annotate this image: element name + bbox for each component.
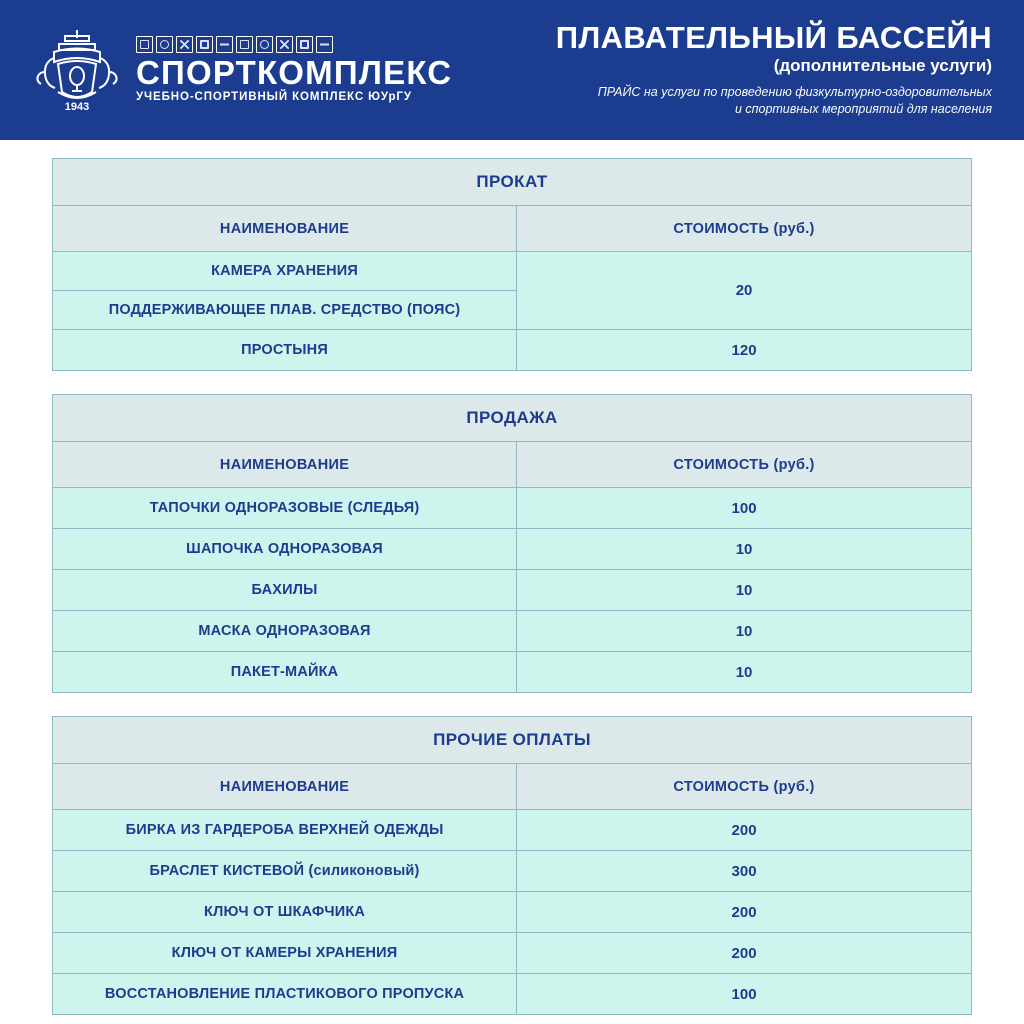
table-row [53, 851, 972, 892]
logo-subwordmark: УЧЕБНО-СПОРТИВНЫЙ КОМПЛЕКС ЮУрГУ [136, 91, 412, 104]
service-price: 20 [517, 252, 972, 330]
price-table [52, 158, 972, 371]
service-name: ТАПОЧКИ ОДНОРАЗОВЫЕ (СЛЕДЬЯ) [53, 488, 517, 529]
sport-pictogram-icon [176, 36, 193, 53]
sport-pictogram-icon [316, 36, 333, 53]
section-title: ПРОДАЖА [53, 395, 972, 442]
service-price: 120 [517, 330, 972, 371]
service-price: 10 [517, 529, 972, 570]
section-title: ПРОКАТ [53, 159, 972, 206]
sports-complex-crest-icon [34, 24, 120, 116]
price-note-line1: ПРАЙС на услуги по проведению физкультурно-оздоровительных [597, 85, 992, 100]
table-row [53, 488, 972, 529]
table-row [53, 570, 972, 611]
table-row [53, 652, 972, 693]
table-row [53, 974, 972, 1015]
service-name: ПАКЕТ-МАЙКА [53, 652, 517, 693]
service-name: БРАСЛЕТ КИСТЕВОЙ (силиконовый) [53, 851, 517, 892]
service-name: ВОССТАНОВЛЕНИЕ ПЛАСТИКОВОГО ПРОПУСКА [53, 974, 517, 1015]
service-price: 300 [517, 851, 972, 892]
service-price: 100 [517, 974, 972, 1015]
sport-pictogram-icon [196, 36, 213, 53]
page-subtitle: (дополнительные услуги) [773, 55, 992, 75]
sport-pictogram-icon [216, 36, 233, 53]
price-table [52, 716, 972, 1015]
table-row [53, 252, 972, 291]
sport-pictogram-icon [236, 36, 253, 53]
table-row [53, 933, 972, 974]
service-name: ПРОСТЫНЯ [53, 330, 517, 371]
service-price: 10 [517, 611, 972, 652]
column-header-price: СТОИМОСТЬ (руб.) [517, 206, 972, 252]
brand-logo [34, 24, 452, 116]
table-row [53, 611, 972, 652]
service-price: 200 [517, 892, 972, 933]
sport-pictogram-icon [256, 36, 273, 53]
table-row [53, 810, 972, 851]
column-header-price: СТОИМОСТЬ (руб.) [517, 764, 972, 810]
table-row [53, 892, 972, 933]
service-price: 100 [517, 488, 972, 529]
price-table [52, 394, 972, 693]
crest-year: 1943 [64, 101, 90, 113]
column-header-name: НАИМЕНОВАНИЕ [53, 442, 517, 488]
price-list-content [0, 140, 1024, 1015]
page-header [0, 0, 1024, 140]
service-name: КАМЕРА ХРАНЕНИЯ [53, 252, 517, 291]
service-name: БАХИЛЫ [53, 570, 517, 611]
section-title: ПРОЧИЕ ОПЛАТЫ [53, 717, 972, 764]
service-price: 200 [517, 933, 972, 974]
service-name: КЛЮЧ ОТ ШКАФЧИКА [53, 892, 517, 933]
service-name: ШАПОЧКА ОДНОРАЗОВАЯ [53, 529, 517, 570]
service-name: БИРКА ИЗ ГАРДЕРОБА ВЕРХНЕЙ ОДЕЖДЫ [53, 810, 517, 851]
price-sections [52, 158, 972, 1015]
sport-pictogram-icon [136, 36, 153, 53]
service-price: 200 [517, 810, 972, 851]
price-note-line2: и спортивных мероприятий для населения [734, 102, 992, 117]
table-row [53, 330, 972, 371]
logo-wordmark: СПОРТКОМПЛЕКС [136, 54, 453, 92]
column-header-name: НАИМЕНОВАНИЕ [53, 764, 517, 810]
sport-pictogram-icon [276, 36, 293, 53]
price-note [452, 84, 992, 118]
table-row [53, 529, 972, 570]
column-header-name: НАИМЕНОВАНИЕ [53, 206, 517, 252]
column-header-price: СТОИМОСТЬ (руб.) [517, 442, 972, 488]
sport-pictogram-icon [296, 36, 313, 53]
logo-glyph-row [136, 36, 452, 53]
sport-pictogram-icon [156, 36, 173, 53]
service-name: ПОДДЕРЖИВАЮЩЕЕ ПЛАВ. СРЕДСТВО (ПОЯС) [53, 291, 517, 330]
service-price: 10 [517, 652, 972, 693]
header-titles [452, 22, 998, 118]
service-price: 10 [517, 570, 972, 611]
service-name: МАСКА ОДНОРАЗОВАЯ [53, 611, 517, 652]
service-name: КЛЮЧ ОТ КАМЕРЫ ХРАНЕНИЯ [53, 933, 517, 974]
page-title: ПЛАВАТЕЛЬНЫЙ БАССЕЙН [555, 20, 992, 55]
